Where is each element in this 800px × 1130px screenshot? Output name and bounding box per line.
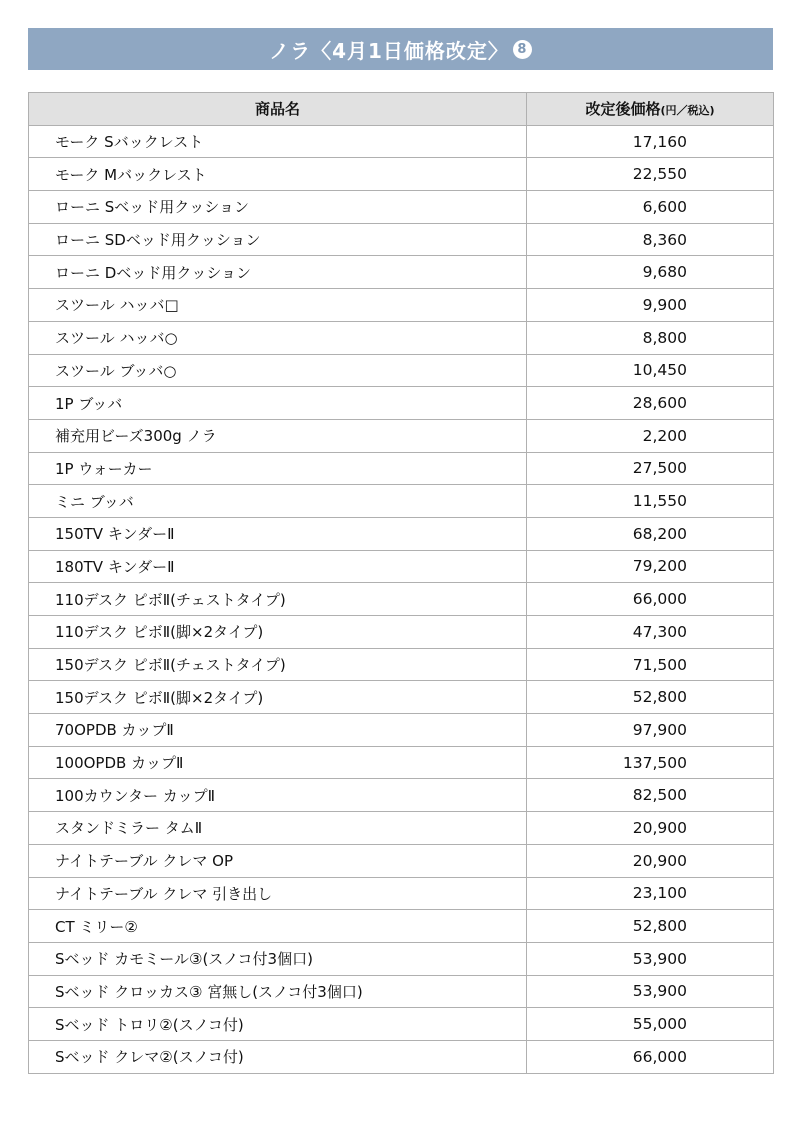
- table-row: [29, 877, 774, 910]
- product-price: 66,000: [527, 1040, 774, 1073]
- table-row: [29, 485, 774, 518]
- table-row: [29, 616, 774, 649]
- product-price: 8,800: [527, 321, 774, 354]
- product-price: 53,900: [527, 942, 774, 975]
- table-row: [29, 746, 774, 779]
- table-header-row: [29, 93, 774, 126]
- table-body: [29, 125, 774, 1073]
- table-row: [29, 844, 774, 877]
- product-price: 10,450: [527, 354, 774, 387]
- table-row: [29, 1040, 774, 1073]
- product-name: Sベッド トロリ②(スノコ付): [29, 1008, 527, 1041]
- product-price: 20,900: [527, 812, 774, 845]
- product-price: 8,360: [527, 223, 774, 256]
- product-price: 27,500: [527, 452, 774, 485]
- table-row: [29, 321, 774, 354]
- product-name: ローニ Sベッド用クッション: [29, 191, 527, 224]
- product-name: 70OPDB カップⅡ: [29, 714, 527, 747]
- product-price: 53,900: [527, 975, 774, 1008]
- product-price: 28,600: [527, 387, 774, 420]
- page-title-text: ノラ〈4月1日価格改定〉: [269, 38, 509, 63]
- product-price: 55,000: [527, 1008, 774, 1041]
- product-price: 6,600: [527, 191, 774, 224]
- product-name: Sベッド クロッカス③ 宮無し(スノコ付3個口): [29, 975, 527, 1008]
- table-row: [29, 550, 774, 583]
- table-row: [29, 387, 774, 420]
- product-price: 66,000: [527, 583, 774, 616]
- title-banner: [28, 28, 773, 70]
- product-price: 23,100: [527, 877, 774, 910]
- table-row: [29, 256, 774, 289]
- table-row: [29, 681, 774, 714]
- price-table: [28, 92, 774, 1074]
- product-name: ナイトテーブル クレマ OP: [29, 844, 527, 877]
- product-name: 100カウンター カップⅡ: [29, 779, 527, 812]
- product-price: 11,550: [527, 485, 774, 518]
- product-price: 68,200: [527, 517, 774, 550]
- product-price: 97,900: [527, 714, 774, 747]
- table-row: [29, 812, 774, 845]
- table-row: [29, 191, 774, 224]
- table-row: [29, 419, 774, 452]
- header-product-name: 商品名: [29, 93, 527, 126]
- product-price: 79,200: [527, 550, 774, 583]
- product-name: 1P ウォーカー: [29, 452, 527, 485]
- product-name: ローニ SDベッド用クッション: [29, 223, 527, 256]
- table-row: [29, 354, 774, 387]
- product-price: 47,300: [527, 616, 774, 649]
- page-title: [269, 35, 532, 64]
- product-name: ミニ ブッバ: [29, 485, 527, 518]
- product-name: Sベッド クレマ②(スノコ付): [29, 1040, 527, 1073]
- product-name: 150デスク ピボⅡ(脚×2タイプ): [29, 681, 527, 714]
- product-name: 110デスク ピボⅡ(チェストタイプ): [29, 583, 527, 616]
- table-row: [29, 942, 774, 975]
- product-price: 22,550: [527, 158, 774, 191]
- header-price-label: 改定後価格: [585, 100, 661, 119]
- product-name: スタンドミラー タムⅡ: [29, 812, 527, 845]
- product-price: 82,500: [527, 779, 774, 812]
- table-row: [29, 517, 774, 550]
- table-row: [29, 910, 774, 943]
- table-row: [29, 583, 774, 616]
- product-name: スツール ハッバ○: [29, 321, 527, 354]
- product-price: 2,200: [527, 419, 774, 452]
- product-name: ローニ Dベッド用クッション: [29, 256, 527, 289]
- product-price: 71,500: [527, 648, 774, 681]
- product-name: 110デスク ピボⅡ(脚×2タイプ): [29, 616, 527, 649]
- table-row: [29, 648, 774, 681]
- product-name: モーク Sバックレスト: [29, 125, 527, 158]
- product-price: 17,160: [527, 125, 774, 158]
- table-row: [29, 158, 774, 191]
- product-price: 20,900: [527, 844, 774, 877]
- product-price: 52,800: [527, 910, 774, 943]
- product-name: Sベッド カモミール③(スノコ付3個口): [29, 942, 527, 975]
- table-row: [29, 975, 774, 1008]
- product-name: 100OPDB カップⅡ: [29, 746, 527, 779]
- table-row: [29, 223, 774, 256]
- table-row: [29, 779, 774, 812]
- table-row: [29, 289, 774, 322]
- table-row: [29, 714, 774, 747]
- product-name: スツール ブッバ○: [29, 354, 527, 387]
- product-name: ナイトテーブル クレマ 引き出し: [29, 877, 527, 910]
- table-row: [29, 452, 774, 485]
- product-name: モーク Mバックレスト: [29, 158, 527, 191]
- product-price: 137,500: [527, 746, 774, 779]
- page-number-badge: 8: [513, 40, 532, 59]
- product-name: 150TV キンダーⅡ: [29, 517, 527, 550]
- header-revised-price: [527, 93, 774, 126]
- product-name: 180TV キンダーⅡ: [29, 550, 527, 583]
- product-name: 1P ブッバ: [29, 387, 527, 420]
- product-name: 補充用ビーズ300g ノラ: [29, 419, 527, 452]
- product-price: 9,680: [527, 256, 774, 289]
- product-price: 52,800: [527, 681, 774, 714]
- product-name: スツール ハッバ□: [29, 289, 527, 322]
- product-price: 9,900: [527, 289, 774, 322]
- product-name: CT ミリー②: [29, 910, 527, 943]
- header-price-unit: (円／税込): [660, 104, 715, 118]
- table-row: [29, 1008, 774, 1041]
- product-name: 150デスク ピボⅡ(チェストタイプ): [29, 648, 527, 681]
- table-row: [29, 125, 774, 158]
